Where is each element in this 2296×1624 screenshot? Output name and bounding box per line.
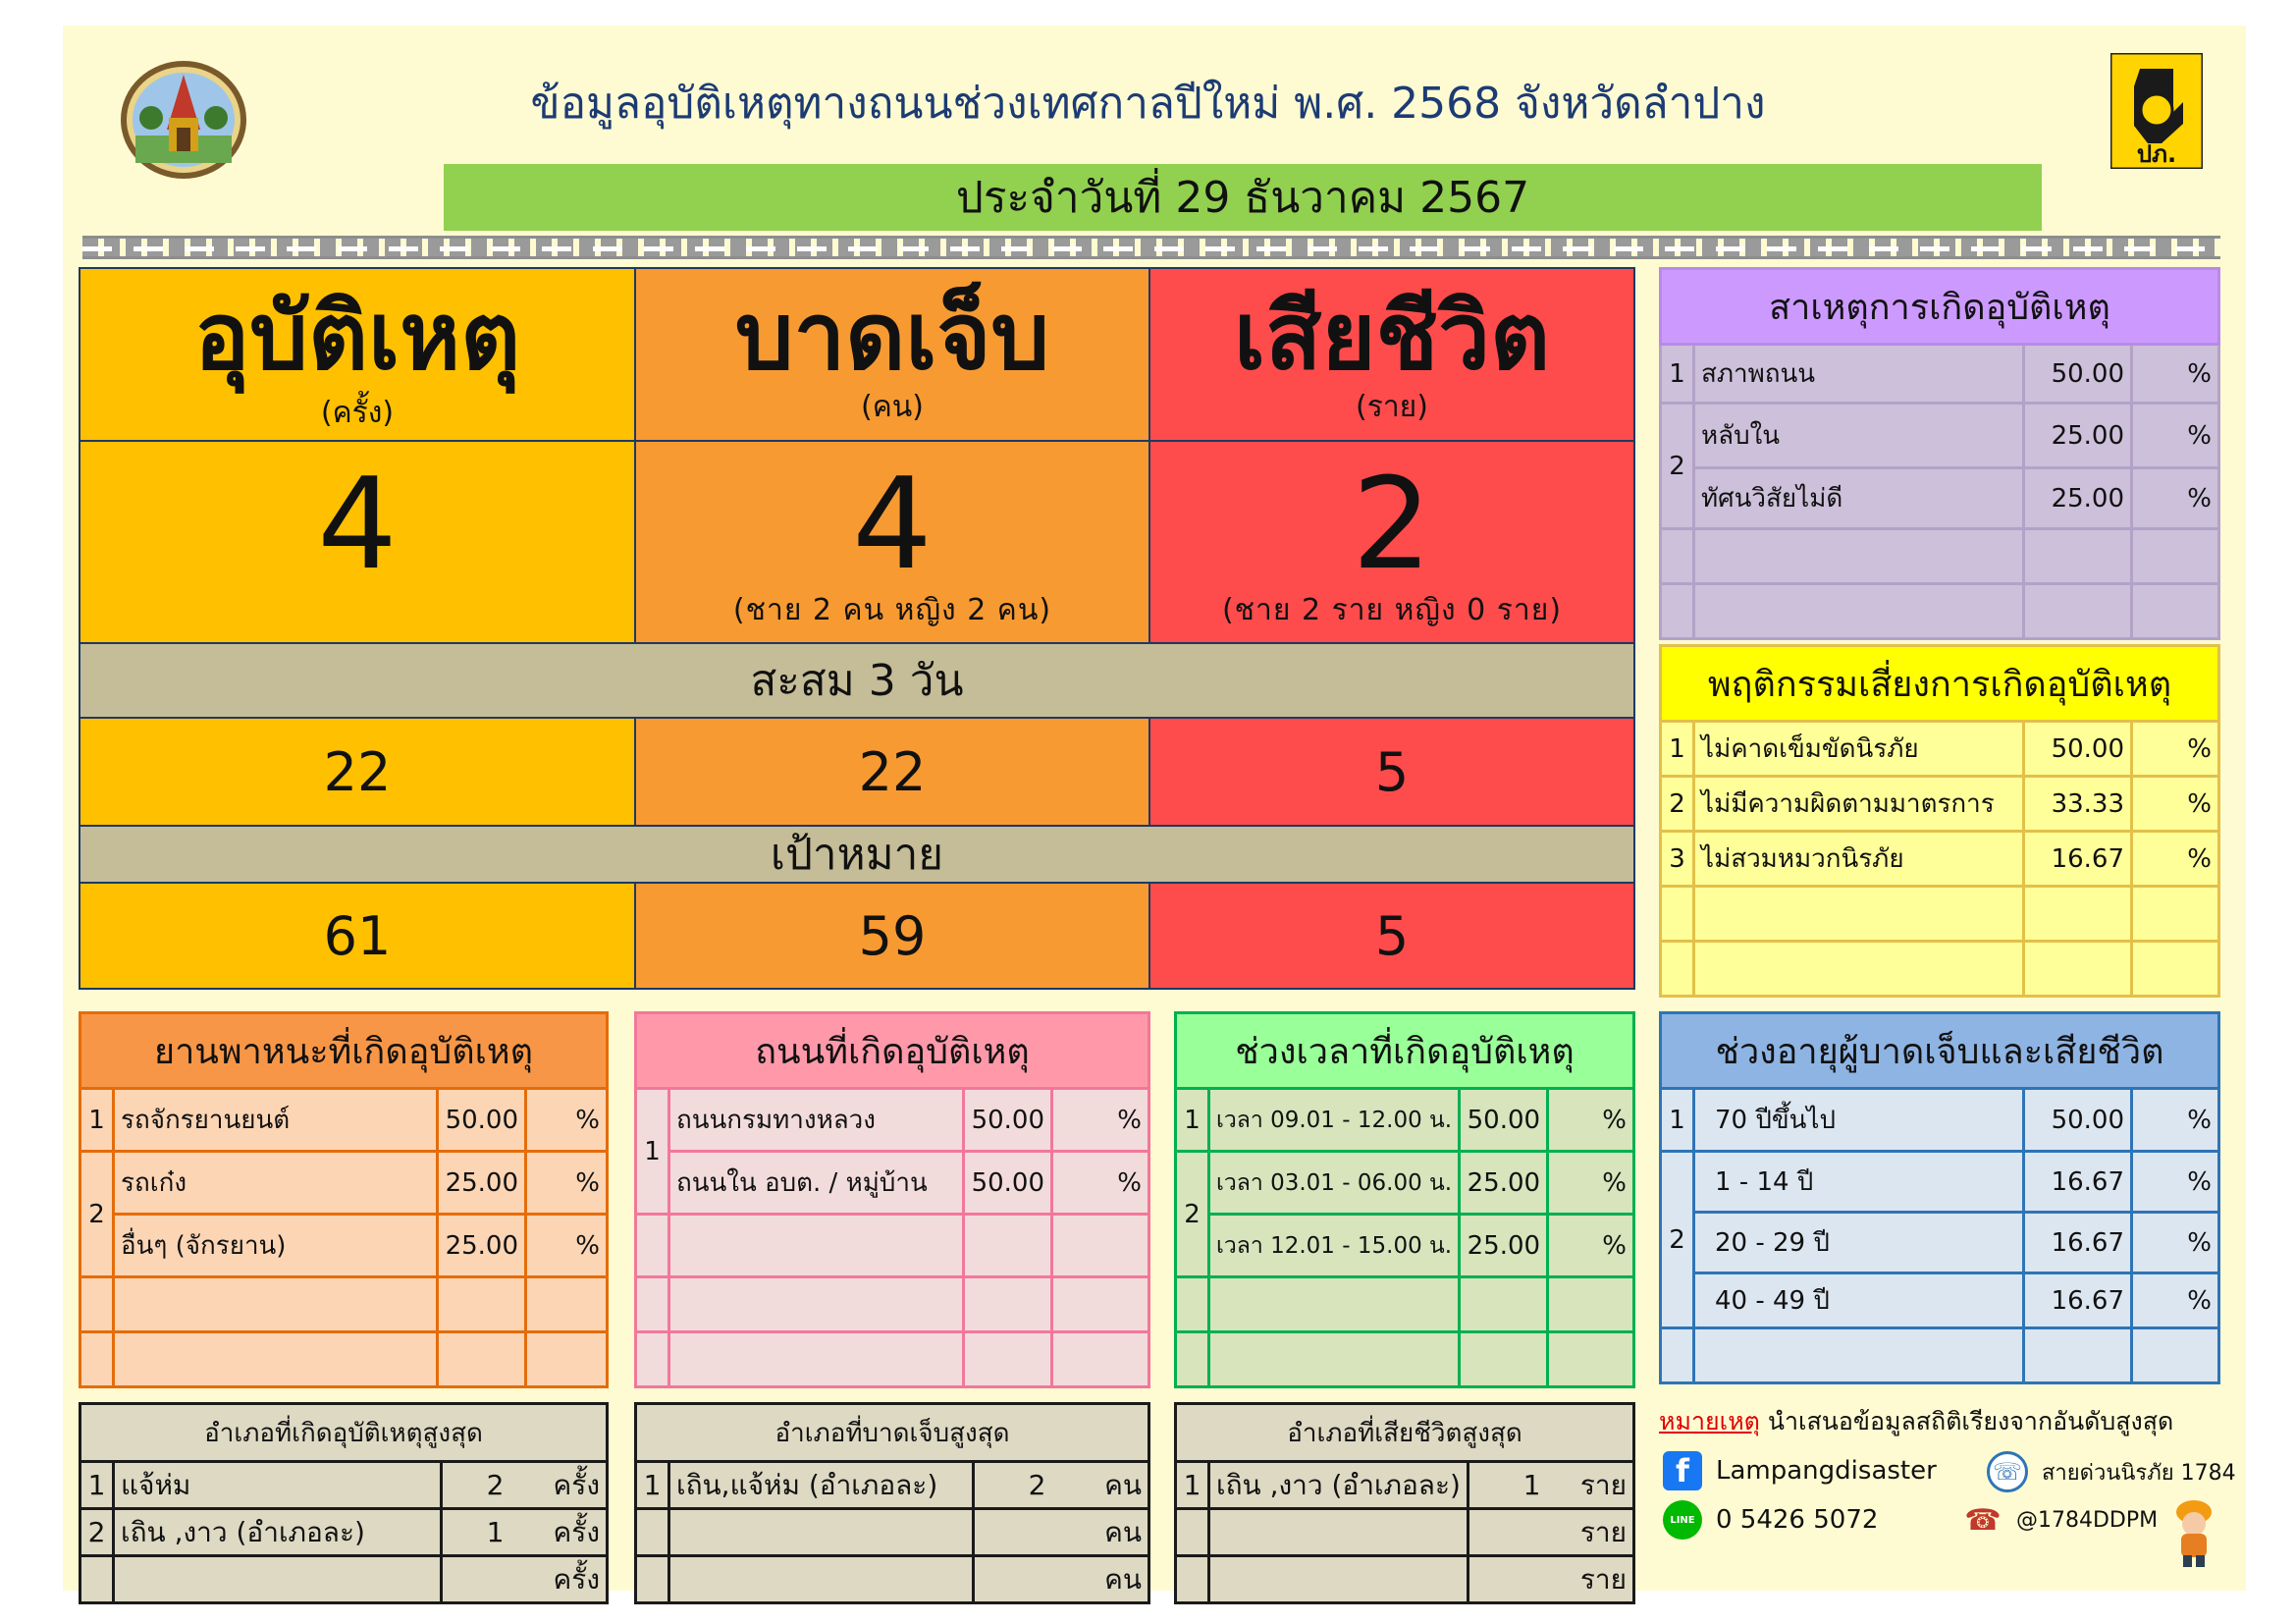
row-value: 50.00	[964, 1089, 1052, 1152]
line-contact	[1963, 1500, 2158, 1540]
accidents-today-value: 4	[317, 452, 398, 598]
row-label: 40 - 49 ปี	[1694, 1273, 2024, 1328]
table-row	[1661, 722, 2219, 777]
row-label: รถจักรยานยนต์	[114, 1089, 438, 1152]
row-label: 1 - 14 ปี	[1694, 1152, 2024, 1213]
row-label	[114, 1556, 442, 1603]
accidents-target-value: 61	[79, 882, 636, 990]
table-row	[1661, 468, 2219, 529]
row-number	[80, 1556, 114, 1603]
row-percent: %	[1548, 1152, 1634, 1215]
row-number	[636, 1509, 669, 1556]
accidents-title: อุบัติเหตุ	[193, 284, 521, 391]
row-label: เวลา 09.01 - 12.00 น.	[1209, 1089, 1460, 1152]
target-label: เป้าหมาย	[79, 825, 1635, 884]
row-number: 1	[636, 1089, 669, 1215]
row-value: 25.00	[2024, 468, 2132, 529]
row-number	[1176, 1556, 1209, 1603]
row-unit: ครั้ง	[510, 1509, 608, 1556]
row-number: 2	[1661, 404, 1694, 529]
table-row	[1661, 1152, 2219, 1213]
times-table	[1174, 1011, 1635, 1388]
row-label	[669, 1509, 974, 1556]
row-number: 2	[1176, 1152, 1209, 1277]
row-number	[1176, 1509, 1209, 1556]
table-row	[80, 1332, 608, 1387]
row-value: 25.00	[1460, 1152, 1548, 1215]
table-row	[80, 1509, 608, 1556]
footer-note	[1659, 1402, 2173, 1441]
injured-target-value: 59	[634, 882, 1150, 990]
row-value	[1468, 1556, 1546, 1603]
row-number	[636, 1556, 669, 1603]
row-unit: คน	[1052, 1509, 1149, 1556]
injured-header-cell	[634, 267, 1150, 442]
table-row	[1661, 942, 2219, 997]
table-row	[1176, 1152, 1634, 1215]
top-injury-districts-title: อำเภอที่บาดเจ็บสูงสุด	[636, 1404, 1149, 1462]
row-percent: %	[2132, 345, 2219, 404]
table-row	[636, 1215, 1149, 1277]
injured-today-cell	[634, 440, 1150, 644]
table-row	[80, 1277, 608, 1332]
phone-number[interactable]: 0 5426 5072	[1716, 1505, 1879, 1535]
table-row	[1176, 1215, 1634, 1277]
row-percent: %	[2132, 468, 2219, 529]
row-value	[1468, 1509, 1546, 1556]
injured-today-value: 4	[852, 452, 933, 598]
row-number: 1	[1661, 1089, 1694, 1152]
row-percent: %	[2132, 1152, 2219, 1213]
row-unit: คน	[1052, 1556, 1149, 1603]
top-death-districts-table	[1174, 1402, 1635, 1604]
row-percent: %	[526, 1152, 608, 1215]
facebook-contact	[1663, 1451, 1937, 1490]
table-row	[636, 1509, 1149, 1556]
behaviors-title: พฤติกรรมเสี่ยงการเกิดอุบัติเหตุ	[1661, 646, 2219, 722]
row-label: ถนนกรมทางหลวง	[669, 1089, 964, 1152]
times-title: ช่วงเวลาที่เกิดอุบัติเหตุ	[1176, 1013, 1634, 1089]
row-label: ไม่คาดเข็มขัดนิรภัย	[1694, 722, 2024, 777]
row-value	[974, 1556, 1052, 1603]
row-number: 1	[636, 1462, 669, 1509]
table-row	[636, 1332, 1149, 1387]
injured-title: บาดเจ็บ	[734, 284, 1050, 391]
row-unit: ราย	[1546, 1462, 1633, 1509]
row-value: 1	[1468, 1462, 1546, 1509]
dead-today-cell	[1148, 440, 1635, 644]
row-number: 2	[80, 1152, 114, 1277]
row-value	[974, 1509, 1052, 1556]
row-label: รถเก๋ง	[114, 1152, 438, 1215]
dead-title: เสียชีวิต	[1233, 284, 1551, 391]
row-label	[669, 1556, 974, 1603]
table-row	[636, 1462, 1149, 1509]
table-row	[1661, 1213, 2219, 1273]
cumulative-label: สะสม 3 วัน	[79, 642, 1635, 719]
row-unit: ครั้ง	[510, 1462, 608, 1509]
row-label: เวลา 03.01 - 06.00 น.	[1209, 1152, 1460, 1215]
table-row	[80, 1462, 608, 1509]
table-row	[1661, 777, 2219, 832]
row-value: 2	[442, 1462, 510, 1509]
mascot-icon	[2169, 1498, 2218, 1569]
table-row	[80, 1152, 608, 1215]
table-row	[1661, 1328, 2219, 1383]
injured-gender-breakdown: (ชาย 2 คน หญิง 2 คน)	[732, 592, 1052, 627]
row-number: 1	[80, 1089, 114, 1152]
row-number: 2	[1661, 777, 1694, 832]
note-text: นำเสนอข้อมูลสถิติเรียงจากอันดับสูงสุด	[1759, 1407, 2174, 1435]
row-number: 2	[1661, 1152, 1694, 1328]
row-value: 50.00	[2024, 1089, 2132, 1152]
table-row	[636, 1277, 1149, 1332]
row-number: 2	[80, 1509, 114, 1556]
row-value: 2	[974, 1462, 1052, 1509]
table-row	[1661, 584, 2219, 639]
table-row	[1176, 1462, 1634, 1509]
row-label	[1209, 1509, 1468, 1556]
row-value: 16.67	[2024, 1213, 2132, 1273]
row-label: ถนนใน อบต. / หมู่บ้าน	[669, 1152, 964, 1215]
row-value: 25.00	[438, 1152, 526, 1215]
row-percent: %	[1052, 1089, 1149, 1152]
facebook-page-name[interactable]: Lampangdisaster	[1716, 1456, 1937, 1486]
row-label: ทัศนวิสัยไม่ดี	[1694, 468, 2024, 529]
row-unit: ราย	[1546, 1556, 1633, 1603]
table-row	[1661, 1273, 2219, 1328]
row-number: 1	[1176, 1462, 1209, 1509]
note-label: หมายเหตุ	[1659, 1407, 1760, 1435]
row-number: 1	[1661, 722, 1694, 777]
row-percent: %	[1548, 1089, 1634, 1152]
table-row	[636, 1089, 1149, 1152]
row-label: เวลา 12.01 - 15.00 น.	[1209, 1215, 1460, 1277]
row-percent: %	[1052, 1152, 1149, 1215]
row-percent: %	[2132, 777, 2219, 832]
table-row	[1661, 404, 2219, 468]
causes-title: สาเหตุการเกิดอุบัติเหตุ	[1661, 269, 2219, 345]
line-icon: LINE	[1663, 1500, 1702, 1540]
table-row	[636, 1152, 1149, 1215]
vehicles-title: ยานพาหนะที่เกิดอุบัติเหตุ	[80, 1013, 608, 1089]
row-value: 50.00	[2024, 345, 2132, 404]
row-unit: คน	[1052, 1462, 1149, 1509]
row-label: เถิน,แจ้ห่ม (อำเภอละ)	[669, 1462, 974, 1509]
dead-today-value: 2	[1352, 452, 1432, 598]
row-label: แจ้ห่ม	[114, 1462, 442, 1509]
injured-unit: (คน)	[861, 389, 924, 424]
phone-ringing-icon: ☎	[1964, 1502, 2002, 1538]
row-value: 33.33	[2024, 777, 2132, 832]
row-label: อื่นๆ (จักรยาน)	[114, 1215, 438, 1277]
top-accident-districts-title: อำเภอที่เกิดอุบัติเหตุสูงสุด	[80, 1404, 608, 1462]
row-number: 1	[80, 1462, 114, 1509]
row-label: 70 ปีขึ้นไป	[1694, 1089, 2024, 1152]
row-value: 50.00	[2024, 722, 2132, 777]
row-value	[442, 1556, 510, 1603]
behaviors-table	[1659, 644, 2220, 998]
row-number: 1	[1176, 1089, 1209, 1152]
hotline-contact	[1987, 1451, 2236, 1492]
row-value: 16.67	[2024, 832, 2132, 887]
row-unit: ครั้ง	[510, 1556, 608, 1603]
dead-cumulative-value: 5	[1148, 717, 1635, 827]
row-label: ไม่สวมหมวกนิรภัย	[1694, 832, 2024, 887]
row-label: ไม่มีความผิดตามมาตรการ	[1694, 777, 2024, 832]
row-percent: %	[1548, 1215, 1634, 1277]
row-label: 20 - 29 ปี	[1694, 1213, 2024, 1273]
row-number: 3	[1661, 832, 1694, 887]
row-value: 25.00	[438, 1215, 526, 1277]
row-number: 1	[1661, 345, 1694, 404]
line-id[interactable]: @1784DDPM	[2016, 1507, 2159, 1533]
injured-cumulative-value: 22	[634, 717, 1150, 827]
ages-title: ช่วงอายุผู้บาดเจ็บและเสียชีวิต	[1661, 1013, 2219, 1089]
ages-table	[1659, 1011, 2220, 1384]
table-row	[80, 1215, 608, 1277]
row-label	[1209, 1556, 1468, 1603]
table-row	[1661, 832, 2219, 887]
table-row	[80, 1556, 608, 1603]
accidents-today-cell	[79, 440, 636, 644]
table-row	[1661, 887, 2219, 942]
row-percent: %	[2132, 1273, 2219, 1328]
row-value: 50.00	[1460, 1089, 1548, 1152]
top-injury-districts-table	[634, 1402, 1150, 1604]
roads-title: ถนนที่เกิดอุบัติเหตุ	[636, 1013, 1149, 1089]
row-percent: %	[2132, 404, 2219, 468]
dead-unit: (ราย)	[1356, 389, 1428, 424]
row-value: 25.00	[1460, 1215, 1548, 1277]
row-percent: %	[2132, 722, 2219, 777]
road-divider	[82, 236, 2220, 259]
table-row	[636, 1556, 1149, 1603]
row-percent: %	[2132, 1213, 2219, 1273]
page-title: ข้อมูลอุบัติเหตุทางถนนช่วงเทศกาลปีใหม่ พ.ศ. 2568 จังหวัดลำปาง	[530, 79, 1766, 129]
table-row	[1176, 1332, 1634, 1387]
phone-icon: ☏	[1987, 1451, 2028, 1492]
row-value: 25.00	[2024, 404, 2132, 468]
top-death-districts-title: อำเภอที่เสียชีวิตสูงสุด	[1176, 1404, 1634, 1462]
table-row	[1176, 1556, 1634, 1603]
dead-target-value: 5	[1148, 882, 1635, 990]
row-value: 16.67	[2024, 1273, 2132, 1328]
row-unit: ราย	[1546, 1509, 1633, 1556]
table-row	[80, 1089, 608, 1152]
row-label: เถิน ,งาว (อำเภอละ)	[114, 1509, 442, 1556]
row-percent: %	[526, 1215, 608, 1277]
row-value: 1	[442, 1509, 510, 1556]
report-date: ประจำวันที่ 29 ธันวาคม 2567	[444, 164, 2042, 231]
hotline-text[interactable]: สายด่วนนิรภัย 1784	[2042, 1460, 2236, 1486]
row-value: 50.00	[438, 1089, 526, 1152]
facebook-icon: f	[1663, 1451, 1702, 1490]
vehicles-table	[79, 1011, 609, 1388]
row-value: 16.67	[2024, 1152, 2132, 1213]
table-row	[1176, 1509, 1634, 1556]
dead-gender-breakdown: (ชาย 2 ราย หญิง 0 ราย)	[1221, 592, 1563, 627]
row-label: เถิน ,งาว (อำเภอละ)	[1209, 1462, 1468, 1509]
row-label: สภาพถนน	[1694, 345, 2024, 404]
roads-table	[634, 1011, 1150, 1388]
table-row	[1661, 1089, 2219, 1152]
row-percent: %	[2132, 832, 2219, 887]
accidents-unit: (ครั้ง)	[320, 395, 395, 430]
row-percent: %	[2132, 1089, 2219, 1152]
table-row	[1176, 1089, 1634, 1152]
row-percent: %	[526, 1089, 608, 1152]
phone-contact	[1663, 1500, 1878, 1540]
table-row	[1661, 529, 2219, 584]
accidents-cumulative-value: 22	[79, 717, 636, 827]
ddpm-logo-text: ปภ.	[2136, 139, 2177, 168]
row-value: 50.00	[964, 1152, 1052, 1215]
dead-header-cell	[1148, 267, 1635, 442]
causes-table	[1659, 267, 2220, 640]
accidents-header-cell	[79, 267, 636, 442]
table-row	[1176, 1277, 1634, 1332]
row-label: หลับใน	[1694, 404, 2024, 468]
top-accident-districts-table	[79, 1402, 609, 1604]
table-row	[1661, 345, 2219, 404]
